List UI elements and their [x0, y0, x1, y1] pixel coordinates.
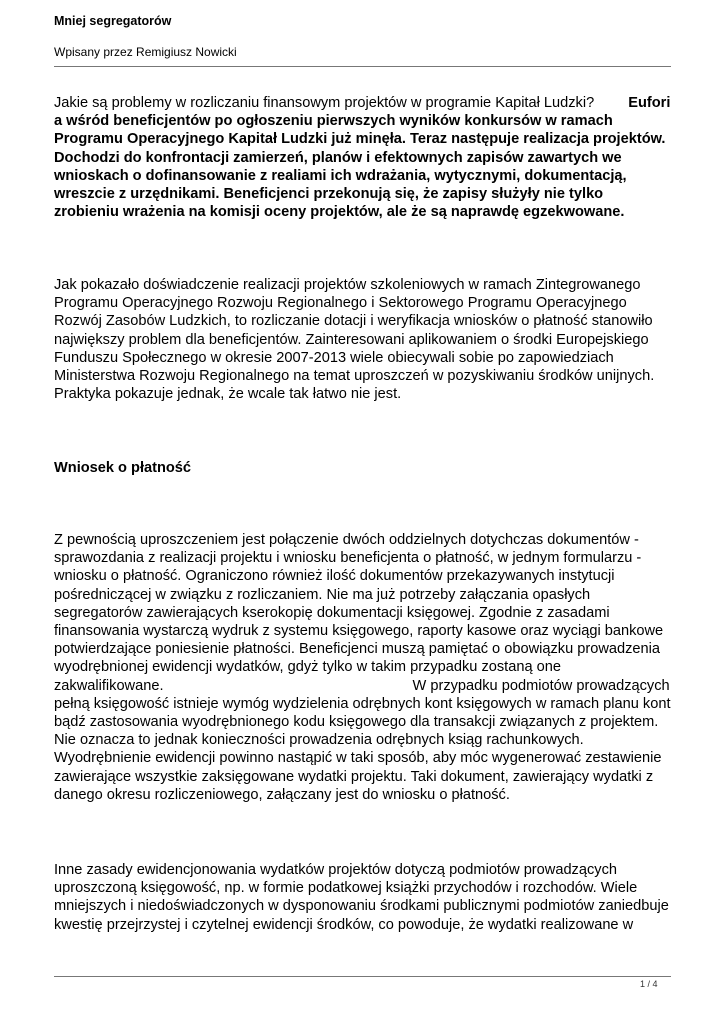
header-divider — [54, 66, 671, 67]
intro-paragraph — [54, 94, 671, 221]
section-heading: Wniosek o płatność — [54, 460, 192, 476]
paragraph-2 — [54, 531, 671, 804]
article-title: Mniej segregatorów — [54, 14, 172, 28]
paragraph-2-part-2: W przypadku podmiotów prowadzących pełną księgowość istnieje wymóg wydzielenia odrębnych kont księgowych w ramach planu kont bądź zastosowania wyodrębnionego kodu księgowego dla transakcji związanych z projektem. Nie oznacza to jednak konieczności prowadzenia odrębnych ksiąg rachunkowych. Wyodrębnienie ewidencji powinno nastąpić w taki sposób, aby móc wygenerować zestawienie zawierające wszystkie zaksięgowane wydatki projektu. Taki dokument, zawierający wydatki z danego okresu rozliczeniowego, załączany jest do wniosku o płatność. — [54, 677, 671, 803]
paragraph-2-part-1: Z pewnością uproszczeniem jest połączenie dwóch oddzielnych dotychczas dokumentów - sprawozdania z realizacji projektu i wniosku beneficjenta o płatność, w jednym formularzu - wniosku o płatność. Ograniczono również ilość dokumentów przekazywanych instytucji pośredniczącej w związku z rozliczaniem. Nie ma już potrzeby załączania opasłych segregatorów zawierających kserokopię dokumentacji księgowej. Zgodnie z zasadami finansowania wystarczą wydruk z systemu księgowego, raporty kasowe oraz wyciągi bankowe potwierdzające poniesienie płatności. Beneficjenci muszą pamiętać o obowiązku prowadzenia wyodrębnionej ewidencji wydatków, gdyż tylko w takim przypadku zostaną one zakwalifikowane. — [54, 532, 664, 694]
paragraph-1: Jak pokazało doświadczenie realizacji projektów szkoleniowych w ramach Zintegrowanego Programu Operacyjnego Rozwoju Regionalnego i Sektorowego Programu Operacyjnego Rozwój Zasobów Ludzkich, to rozliczanie dotacji i weryfikacja wniosków o płatność stanowiło największy problem dla beneficjentów. Zainteresowani aplikowaniem o środki Europejskiego Funduszu Społecznego w okresie 2007-2013 wiele obiecywali sobie po zapowiedziach Ministerstwa Rozwoju Regionalnego na temat uproszczeń w pozyskiwaniu środków unijnych. Praktyka pokazuje jednak, że wcale tak łatwo nie jest. — [54, 277, 655, 403]
paragraph-3: Inne zasady ewidencjonowania wydatków projektów dotyczą podmiotów prowadzących uproszczoną księgowość, np. w formie podatkowej książki przychodów i rozchodów. Wiele mniejszych i niedoświadczonych w dysponowaniu środkami publicznymi podmiotów zaniedbuje kwestię przejrzystej i czytelnej ewidencji środków, co powoduje, że wydatki realizowane w — [54, 862, 669, 933]
page-number: 1 / 4 — [640, 979, 658, 989]
footer-divider — [54, 976, 671, 977]
intro-lead: Eufori a wśród beneficjentów po ogłoszeniu pierwszych wyników konkursów w ramach Programu Operacyjnego Kapitał Ludzki już minęła. Teraz następuje realizacja projektów. Dochodzi do konfrontacji zamierzeń, planów i efektownych zapisów zawartych we wnioskach o dofinansowanie z realiami ich wdrażania, wytycznymi, dokumentacją, wreszcie z urzędnikami. Beneficjenci przekonują się, że zapisy służyły nie tylko zrobieniu wrażenia na komisji oceny projektów, ale że są naprawdę egzekwowane. — [54, 95, 671, 221]
intro-question: Jakie są problemy w rozliczaniu finansowym projektów w programie Kapitał Ludzki? — [54, 95, 595, 111]
author-line: Wpisany przez Remigiusz Nowicki — [54, 45, 237, 59]
